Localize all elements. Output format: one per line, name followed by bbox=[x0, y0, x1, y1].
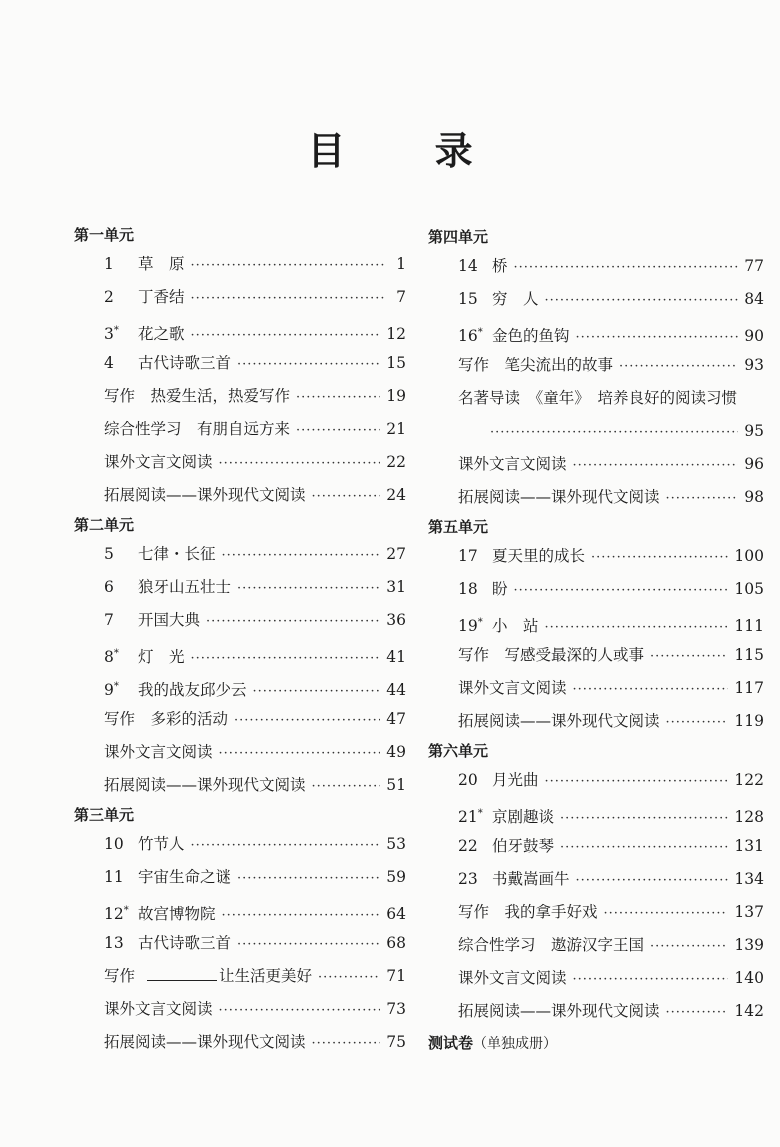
entry-number bbox=[458, 606, 492, 643]
page-number: 115 bbox=[734, 646, 764, 664]
entry-number-text: 1 bbox=[104, 255, 114, 273]
leader-dots bbox=[219, 447, 381, 480]
toc-column-right bbox=[428, 224, 764, 1056]
entry-title: 竹节人 bbox=[138, 835, 185, 853]
entry-number bbox=[458, 797, 492, 834]
page-number: 59 bbox=[386, 868, 406, 886]
leader-dots bbox=[573, 673, 729, 706]
entry-number bbox=[104, 861, 138, 894]
page-number: 90 bbox=[744, 327, 764, 346]
entry-number bbox=[104, 670, 138, 707]
toc-entry[interactable] bbox=[74, 960, 406, 993]
leader-dots bbox=[318, 961, 380, 994]
entry-number-text: 5 bbox=[104, 545, 114, 563]
leader-dots bbox=[666, 996, 729, 1029]
entry-number-text: 12 bbox=[104, 905, 124, 924]
entry-title: 盼 bbox=[492, 580, 508, 598]
toc-entry[interactable] bbox=[428, 382, 764, 415]
page-number: 77 bbox=[744, 257, 764, 275]
page-number: 137 bbox=[734, 903, 764, 921]
page-number: 95 bbox=[744, 422, 764, 440]
leader-dots bbox=[191, 249, 386, 282]
leader-dots bbox=[576, 864, 729, 897]
entry-number bbox=[104, 347, 138, 380]
leader-dots bbox=[219, 737, 381, 770]
leader-dots bbox=[222, 539, 381, 572]
entry-number-text: 14 bbox=[458, 257, 478, 275]
toc-entry[interactable] bbox=[428, 995, 764, 1028]
entry-number bbox=[104, 314, 138, 351]
leader-dots bbox=[545, 765, 729, 798]
entry-number-text: 10 bbox=[104, 835, 124, 853]
entry-number bbox=[104, 571, 138, 604]
toc-entry[interactable] bbox=[74, 927, 406, 960]
entry-title-suffix: 让生活更美好 bbox=[219, 967, 313, 985]
entry-title: 月光曲 bbox=[492, 771, 539, 789]
unit-heading: 第二单元 bbox=[74, 516, 135, 534]
entry-title: 穷 人 bbox=[492, 290, 539, 308]
entry-number-text: 19 bbox=[458, 617, 478, 636]
page-number: 128 bbox=[734, 808, 764, 827]
entry-number-text: 15 bbox=[458, 290, 478, 308]
toc-entry[interactable] bbox=[74, 413, 406, 446]
page-number: 7 bbox=[396, 288, 406, 306]
leader-dots bbox=[619, 350, 738, 383]
unit-heading: 第四单元 bbox=[428, 228, 489, 246]
entry-title: 名著导读 《童年》 培养良好的阅读习惯 bbox=[458, 389, 738, 407]
entry-number-text: 23 bbox=[458, 870, 478, 888]
entry-number bbox=[458, 283, 492, 316]
entry-title: 写作 我的拿手好戏 bbox=[458, 903, 598, 921]
entry-title: 课外文言文阅读 bbox=[104, 1000, 213, 1018]
leader-dots bbox=[545, 284, 739, 317]
entry-title: 宇宙生命之谜 bbox=[138, 868, 232, 886]
leader-dots bbox=[573, 449, 739, 482]
page-number: 131 bbox=[734, 837, 764, 855]
leader-dots bbox=[650, 930, 728, 963]
page-number: 64 bbox=[386, 905, 406, 924]
entry-title: 灯 光 bbox=[138, 648, 185, 667]
page-number: 71 bbox=[386, 967, 406, 985]
toc-entry[interactable] bbox=[74, 769, 406, 802]
toc-entry[interactable] bbox=[428, 250, 764, 283]
page-number: 24 bbox=[386, 486, 406, 504]
leader-dots bbox=[237, 348, 380, 381]
toc-entry[interactable] bbox=[74, 1026, 406, 1059]
toc-entry[interactable] bbox=[428, 929, 764, 962]
leader-dots bbox=[514, 251, 739, 284]
entry-title: 古代诗歌三首 bbox=[138, 934, 232, 952]
test-volume-note bbox=[428, 1030, 764, 1056]
entry-title: 写作 笔尖流出的故事 bbox=[458, 356, 614, 374]
leader-dots bbox=[191, 829, 381, 862]
page-number: 93 bbox=[744, 356, 764, 374]
unit-heading: 第一单元 bbox=[74, 226, 135, 244]
toc-entry[interactable] bbox=[428, 705, 764, 738]
entry-title: 写作 多彩的活动 bbox=[104, 710, 229, 728]
toc-entry[interactable] bbox=[74, 861, 406, 894]
entry-number-text: 11 bbox=[104, 868, 124, 886]
page-number: 119 bbox=[734, 712, 764, 730]
entry-title: 小 站 bbox=[492, 617, 539, 636]
page-number: 98 bbox=[744, 488, 764, 506]
page-number: 1 bbox=[396, 255, 406, 273]
entry-number bbox=[104, 894, 138, 931]
entry-title: 桥 bbox=[492, 257, 508, 275]
optional-star-mark: * bbox=[477, 808, 483, 819]
leader-dots bbox=[206, 605, 380, 638]
toc-entry[interactable] bbox=[74, 538, 406, 571]
entry-title: 课外文言文阅读 bbox=[458, 455, 567, 473]
toc-entry[interactable] bbox=[428, 863, 764, 896]
page-number: 139 bbox=[734, 936, 764, 954]
leader-dots bbox=[573, 963, 729, 996]
toc-entry[interactable] bbox=[74, 281, 406, 314]
entry-number-text: 9 bbox=[104, 681, 114, 700]
toc-entry[interactable] bbox=[74, 446, 406, 479]
leader-dots bbox=[237, 572, 380, 605]
toc-entry[interactable] bbox=[74, 479, 406, 512]
page-number: 105 bbox=[734, 580, 764, 598]
toc-entry[interactable] bbox=[428, 481, 764, 514]
leader-dots bbox=[591, 541, 728, 574]
optional-star-mark: * bbox=[477, 617, 483, 628]
optional-star-mark: * bbox=[477, 327, 483, 338]
entry-title: 七律・长征 bbox=[138, 545, 216, 563]
leader-dots bbox=[219, 994, 381, 1027]
leader-dots bbox=[650, 640, 728, 673]
entry-title: 课外文言文阅读 bbox=[104, 743, 213, 761]
entry-number bbox=[104, 281, 138, 314]
toc-entry[interactable] bbox=[428, 540, 764, 573]
toc-entry[interactable] bbox=[428, 639, 764, 672]
page-number: 68 bbox=[386, 934, 406, 952]
entry-number bbox=[104, 248, 138, 281]
leader-dots bbox=[237, 862, 380, 895]
entry-number-text: 7 bbox=[104, 611, 114, 629]
page-number: 75 bbox=[386, 1033, 406, 1051]
page-number: 27 bbox=[386, 545, 406, 563]
entry-title: 综合性学习 有朋自远方来 bbox=[104, 420, 291, 438]
page-number: 100 bbox=[734, 547, 764, 565]
test-sub-label: （单独成册） bbox=[473, 1036, 558, 1052]
fill-in-blank bbox=[147, 964, 217, 981]
leader-dots bbox=[604, 897, 729, 930]
entry-title: 金色的鱼钩 bbox=[492, 327, 570, 346]
entry-title: 课外文言文阅读 bbox=[458, 969, 567, 987]
page-number: 140 bbox=[734, 969, 764, 987]
entry-title: 课外文言文阅读 bbox=[458, 679, 567, 697]
page-number: 36 bbox=[386, 611, 406, 629]
toc-entry[interactable] bbox=[74, 571, 406, 604]
leader-dots bbox=[666, 482, 739, 515]
entry-number-text: 17 bbox=[458, 547, 478, 565]
page-number: 22 bbox=[386, 453, 406, 471]
page-number: 142 bbox=[734, 1002, 764, 1020]
page-number: 12 bbox=[386, 325, 406, 344]
toc-entry-continuation[interactable] bbox=[428, 415, 764, 448]
entry-title: 故宫博物院 bbox=[138, 905, 216, 924]
optional-star-mark: * bbox=[113, 325, 119, 336]
page-number: 122 bbox=[734, 771, 764, 789]
leader-dots bbox=[666, 706, 729, 739]
toc-entry[interactable] bbox=[74, 604, 406, 637]
toc-entry[interactable] bbox=[428, 448, 764, 481]
toc-column-left bbox=[74, 222, 406, 1059]
entry-number bbox=[458, 250, 492, 283]
entry-title: 古代诗歌三首 bbox=[138, 354, 232, 372]
toc-entry[interactable] bbox=[428, 316, 764, 349]
leader-dots bbox=[296, 381, 380, 414]
page-number: 31 bbox=[386, 578, 406, 596]
page-number: 53 bbox=[386, 835, 406, 853]
page-number: 49 bbox=[386, 743, 406, 761]
entry-title: 狼牙山五壮士 bbox=[138, 578, 232, 596]
entry-title: 书戴嵩画牛 bbox=[492, 870, 570, 888]
entry-number bbox=[104, 637, 138, 674]
toc-entry[interactable] bbox=[428, 573, 764, 606]
page-title: 目 录 bbox=[307, 129, 511, 173]
page-number: 44 bbox=[386, 681, 406, 700]
unit-heading: 第六单元 bbox=[428, 742, 489, 760]
toc-entry[interactable] bbox=[428, 797, 764, 830]
page-number: 19 bbox=[386, 387, 406, 405]
entry-title: 夏天里的成长 bbox=[492, 547, 586, 565]
entry-number-text: 22 bbox=[458, 837, 478, 855]
entry-number bbox=[458, 573, 492, 606]
toc-entry[interactable] bbox=[428, 896, 764, 929]
entry-title: 写作 写感受最深的人或事 bbox=[458, 646, 645, 664]
unit-heading: 第五单元 bbox=[428, 518, 489, 536]
toc-entry[interactable] bbox=[74, 736, 406, 769]
entry-title: 拓展阅读——课外现代文阅读 bbox=[458, 488, 660, 506]
entry-number bbox=[104, 538, 138, 571]
unit-heading: 第三单元 bbox=[74, 806, 135, 824]
entry-title: 花之歌 bbox=[138, 325, 185, 344]
entry-title: 综合性学习 遨游汉字王国 bbox=[458, 936, 645, 954]
entry-number-text: 18 bbox=[458, 580, 478, 598]
entry-number-text: 2 bbox=[104, 288, 114, 306]
toc-entry[interactable] bbox=[74, 670, 406, 703]
page-number: 96 bbox=[744, 455, 764, 473]
optional-star-mark: * bbox=[113, 648, 119, 659]
optional-star-mark: * bbox=[113, 681, 119, 692]
toc-entry[interactable] bbox=[74, 703, 406, 736]
entry-title: 草 原 bbox=[138, 255, 185, 273]
entry-title: 京剧趣谈 bbox=[492, 808, 555, 827]
leader-dots bbox=[312, 480, 381, 513]
leader-dots bbox=[191, 642, 381, 675]
entry-number-text: 21 bbox=[458, 808, 478, 827]
entry-number-text: 8 bbox=[104, 648, 114, 667]
entry-number-text: 6 bbox=[104, 578, 114, 596]
entry-title: 拓展阅读——课外现代文阅读 bbox=[458, 712, 660, 730]
toc-entry[interactable] bbox=[74, 314, 406, 347]
entry-number-text: 3 bbox=[104, 325, 114, 344]
page-number: 15 bbox=[386, 354, 406, 372]
page-number: 117 bbox=[734, 679, 764, 697]
leader-dots bbox=[191, 282, 386, 315]
optional-star-mark: * bbox=[123, 905, 129, 916]
entry-number bbox=[458, 863, 492, 896]
toc-entry[interactable] bbox=[74, 637, 406, 670]
page-number: 84 bbox=[744, 290, 764, 308]
entry-title: 拓展阅读——课外现代文阅读 bbox=[458, 1002, 660, 1020]
leader-dots bbox=[234, 704, 380, 737]
entry-number bbox=[104, 927, 138, 960]
toc-entry[interactable] bbox=[428, 283, 764, 316]
toc-entry[interactable] bbox=[428, 349, 764, 382]
toc-entry[interactable] bbox=[74, 993, 406, 1026]
leader-dots bbox=[312, 1027, 381, 1060]
entry-number bbox=[458, 764, 492, 797]
entry-title: 我的战友邱少云 bbox=[138, 681, 247, 700]
toc-entry[interactable] bbox=[74, 828, 406, 861]
page-number: 111 bbox=[734, 617, 764, 636]
toc-entry[interactable] bbox=[74, 248, 406, 281]
toc-entry[interactable] bbox=[74, 347, 406, 380]
entry-number bbox=[458, 316, 492, 353]
entry-title: 拓展阅读——课外现代文阅读 bbox=[104, 776, 306, 794]
leader-dots bbox=[560, 831, 728, 864]
page-number: 51 bbox=[386, 776, 406, 794]
entry-number bbox=[104, 604, 138, 637]
toc-entry[interactable] bbox=[74, 380, 406, 413]
entry-number-text: 4 bbox=[104, 354, 114, 372]
page-number: 47 bbox=[386, 710, 406, 728]
page-number: 21 bbox=[386, 420, 406, 438]
entry-number bbox=[458, 540, 492, 573]
entry-number bbox=[104, 828, 138, 861]
page-number: 134 bbox=[734, 870, 764, 888]
entry-title: 开国大典 bbox=[138, 611, 201, 629]
toc-entry[interactable] bbox=[74, 894, 406, 927]
toc-entry[interactable] bbox=[428, 830, 764, 863]
entry-number bbox=[458, 830, 492, 863]
entry-title: 课外文言文阅读 bbox=[104, 453, 213, 471]
entry-number-text: 20 bbox=[458, 771, 478, 789]
entry-number-text: 16 bbox=[458, 327, 478, 346]
entry-title: 伯牙鼓琴 bbox=[492, 837, 555, 855]
leader-dots bbox=[296, 414, 380, 447]
leader-dots bbox=[490, 416, 738, 449]
leader-dots bbox=[514, 574, 729, 607]
entry-title: 拓展阅读——课外现代文阅读 bbox=[104, 486, 306, 504]
page-number: 41 bbox=[386, 648, 406, 667]
leader-dots bbox=[312, 770, 381, 803]
page-number: 73 bbox=[386, 1000, 406, 1018]
test-label: 测试卷 bbox=[428, 1034, 474, 1052]
entry-title: 写作 bbox=[104, 967, 136, 985]
entry-title: 写作 热爱生活，热爱写作 bbox=[104, 387, 291, 405]
toc-entry[interactable] bbox=[428, 962, 764, 995]
entry-title: 丁香结 bbox=[138, 288, 185, 306]
entry-number-text: 13 bbox=[104, 934, 124, 952]
entry-title: 拓展阅读——课外现代文阅读 bbox=[104, 1033, 306, 1051]
toc-entry[interactable] bbox=[428, 672, 764, 705]
toc-entry[interactable] bbox=[428, 764, 764, 797]
toc-entry[interactable] bbox=[428, 606, 764, 639]
leader-dots bbox=[237, 928, 380, 961]
